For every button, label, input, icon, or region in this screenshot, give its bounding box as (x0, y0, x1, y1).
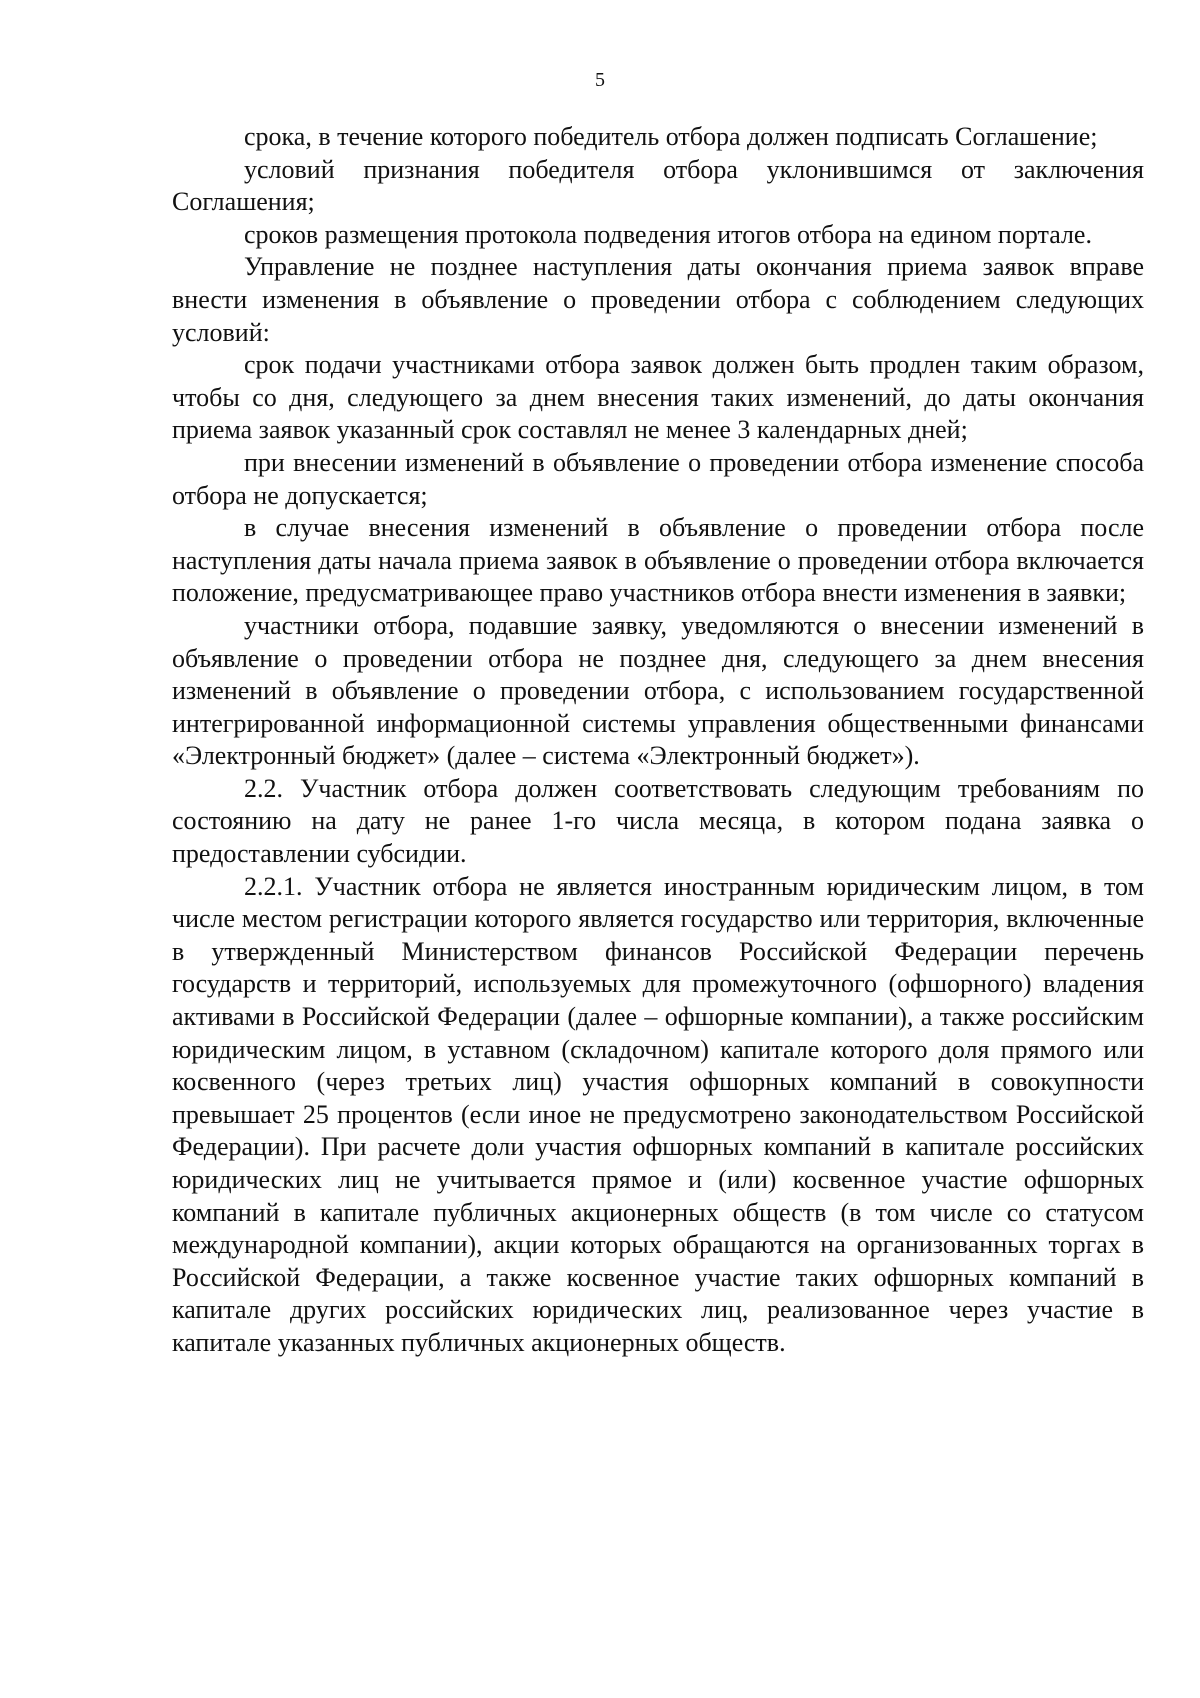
paragraph-protocol-deadlines: сроков размещения протокола подведения итогов отбора на едином портале. (244, 219, 1092, 249)
paragraph-method-change-forbidden: при внесении изменений в объявление о проведении отбора изменение способа отбора не допускается; (172, 447, 1144, 510)
paragraph-section-2-2: 2.2. Участник отбора должен соответствовать следующим требованиям по состоянию на дату не ранее 1-го числа месяца, в котором подана заявка о предоставлении субсидии. (172, 773, 1144, 869)
paragraph-extension-term: срок подачи участниками отбора заявок должен быть продлен таким образом, чтобы со дня, следующего за днем внесения таких изменений, до даты окончания приема заявок указанный срок составлял не менее 3 календарных дней; (172, 350, 1144, 445)
paragraph-participant-notification: участники отбора, подавшие заявку, уведомляются о внесении изменений в объявление о проведении отбора не позднее дня, следующего за днем внесения изменений в объявление о проведении отбора, с использованием государственной интегрированной информационной системы управления общественными финансами «Электронный бюджет» (далее – система «Электронный бюджет»). (172, 610, 1144, 771)
paragraph-signing-deadline: срока, в течение которого победитель отбора должен подписать Соглашение; (244, 122, 1098, 151)
paragraph-section-2-2-1: 2.2.1. Участник отбора не является иностранным юридическим лицом, в том числе местом регистрации которого является государство или территория, включенные в утвержденный Министерством финансов Российской Федерации перечень государств и территорий, используемых для промежуточного (офшорного) владения активами в Российской Федерации (далее – офшорные компании), а также российским юридическим лицом, в уставном (складочном) капитале которого доля прямого или косвенного (через третьих лиц) участия офшорных компаний в совокупности превышает 25 процентов (если иное не предусмотрено законодательством Российской Федерации). При расчете доли участия офшорных компаний в капитале российских юридических лиц не учитывается прямое и (или) косвенное участие офшорных компаний в капитале публичных акционерных обществ (в том числе со статусом международной компании), акции которых обращаются на организованных торгах в Российской Федерации, а также косвенное участие таких офшорных компаний в капитале других российских юридических лиц, реализованное через участие в капитале указанных публичных акционерных обществ. (172, 871, 1144, 1357)
paragraph-announcement-changes: Управление не позднее наступления даты окончания приема заявок вправе внести изменения в объявление о проведении отбора с соблюдением следующих условий: (172, 252, 1144, 347)
paragraph-evasion-conditions: условий признания победителя отбора уклонившимся от заключения Соглашения; (172, 154, 1144, 217)
document-body (172, 121, 1144, 1360)
page-number: 5 (595, 69, 605, 91)
paragraph-changes-after-start: в случае внесения изменений в объявление о проведении отбора после наступления даты начала приема заявок в объявление о проведении отбора включается положение, предусматривающее право участников отбора внести изменения в заявки; (172, 513, 1144, 608)
